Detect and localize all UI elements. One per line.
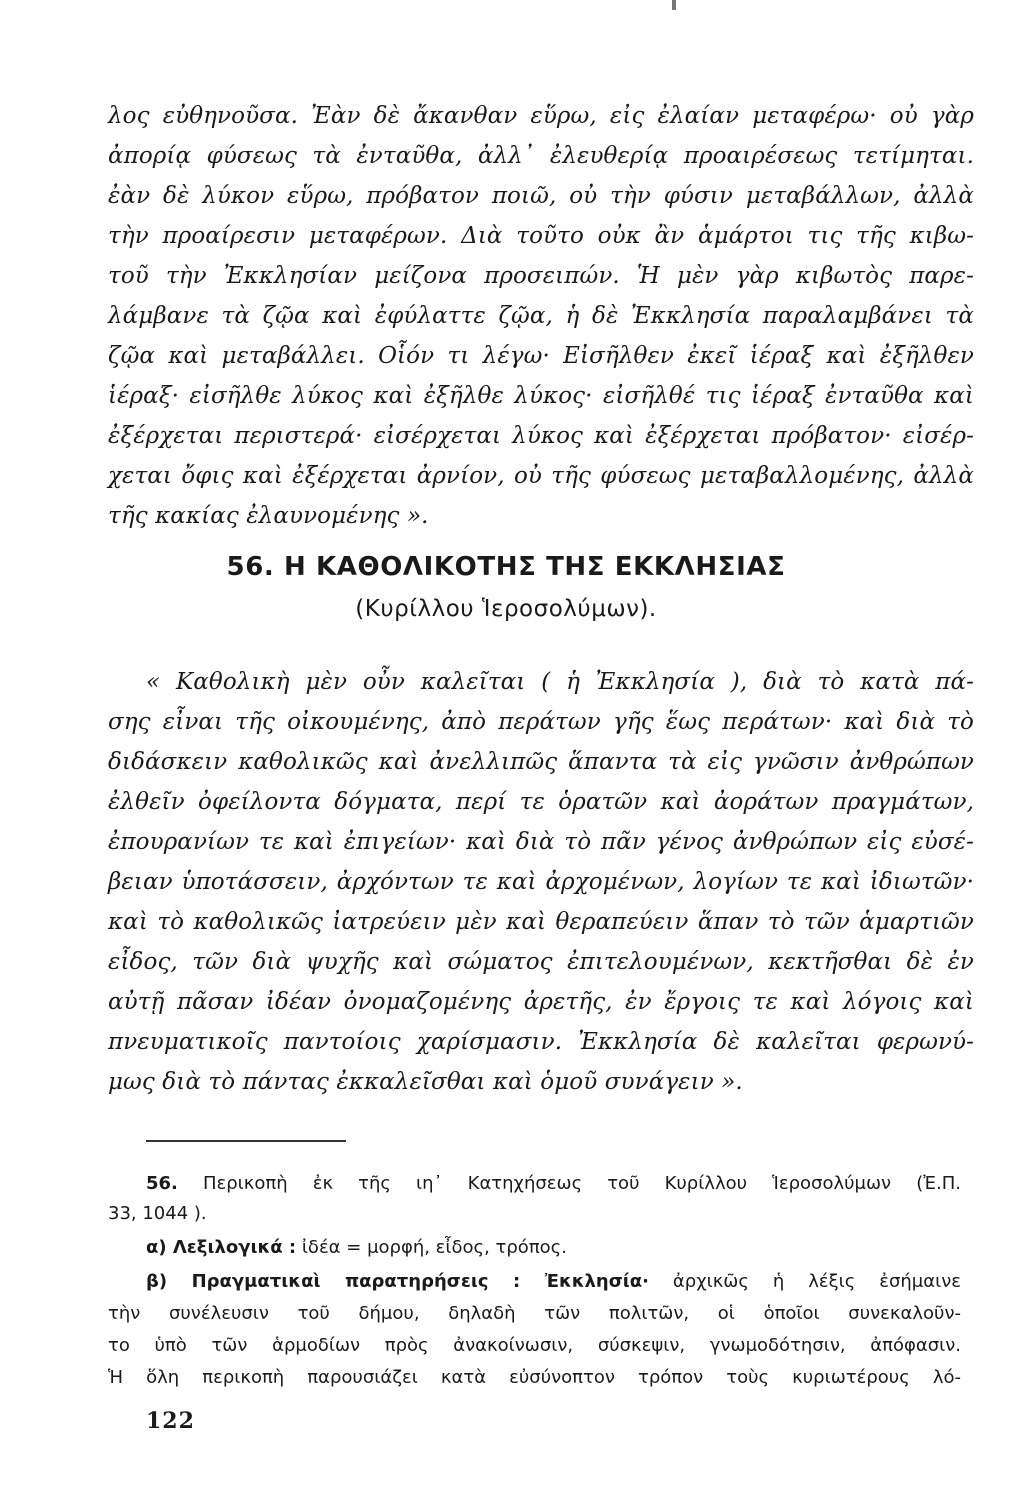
source-text: Περικοπὴ ἐκ τῆς ιη᾽ Κατηχήσεως τοῦ Κυρίλλου Ἱεροσολύμων (Ἐ.Π. <box>202 1173 961 1194</box>
passage-line: καὶ τὸ καθολικῶς ἰατρεύειν μὲν καὶ θεραπεύειν ἅπαν τὸ τῶν ἁμαρτιῶν <box>108 909 974 935</box>
passage-line: τῆς κακίας ἐλαυνομένης ». <box>108 503 429 529</box>
page-number: 122 <box>146 1408 195 1434</box>
lexical-note <box>146 1232 961 1264</box>
passage-line: ἐλθεῖν ὀφείλοντα δόγματα, περί τε ὁρατῶν καὶ ἀοράτων πραγμάτων, <box>108 789 974 815</box>
section-subheading: (Κυρίλλου Ἱεροσολύμων). <box>355 596 657 622</box>
passage-line: πνευματικοῖς παντοίοις χαρίσμασιν. Ἐκκλησία δὲ καλεῖται φερωνύ- <box>108 1029 974 1055</box>
page-edge-mark <box>672 0 676 10</box>
passage-line: ἱέραξ· εἰσῆλθε λύκος καὶ ἐξῆλθε λύκος· εἰσῆλθέ τις ἱέραξ ἐνταῦθα καὶ <box>108 383 974 409</box>
factual-note-cont: Ἡ ὅλη περικοπὴ παρουσιάζει κατὰ εὐσύνοπτον τρόπον τοὺς κυριωτέρους λό- <box>108 1367 961 1388</box>
source-note <box>146 1168 961 1200</box>
passage-line: τοῦ τὴν Ἐκκλησίαν μείζονα προσειπών. Ἡ μὲν γὰρ κιβωτὸς παρε- <box>108 263 974 289</box>
source-note-cont: 33, 1044 ). <box>108 1203 207 1224</box>
factual-note-cont: το ὑπὸ τῶν ἁρμοδίων πρὸς ἀνακοίνωσιν, σύσκεψιν, γνωμοδότησιν, ἀπόφασιν. <box>108 1335 961 1356</box>
factual-note <box>146 1266 961 1298</box>
passage-line: αὐτῇ πᾶσαν ἰδέαν ὀνομαζομένης ἀρετῆς, ἐν ἔργοις τε καὶ λόγοις καὶ <box>108 989 974 1015</box>
passage-line: ἐὰν δὲ λύκον εὕρω, πρόβατον ποιῶ, οὐ τὴν φύσιν μεταβάλλων, ἀλλὰ <box>108 183 974 209</box>
source-label: 56. <box>146 1173 178 1194</box>
passage-line: μως διὰ τὸ πάντας ἐκκαλεῖσθαι καὶ ὁμοῦ συνάγειν ». <box>108 1069 743 1095</box>
passage-line: χεται ὄφις καὶ ἐξέρχεται ἀρνίον, οὐ τῆς φύσεως μεταβαλλομένης, ἀλλὰ <box>108 463 974 489</box>
passage-line: ζῷα καὶ μεταβάλλει. Οἷόν τι λέγω· Εἰσῆλθεν ἐκεῖ ἱέραξ καὶ ἐξῆλθεν <box>108 343 974 369</box>
lexical-text: ἰδέα = μορφή, εἶδος, τρόπος. <box>301 1237 567 1258</box>
section-heading: 56. Η ΚΑΘΟΛΙΚΟΤΗΣ ΤΗΣ ΕΚΚΛΗΣΙΑΣ <box>226 552 786 582</box>
passage-line: διδάσκειν καθολικῶς καὶ ἀνελλιπῶς ἅπαντα τὰ εἰς γνῶσιν ἀνθρώπων <box>108 749 974 775</box>
factual-text: ἀρχικῶς ἡ λέξις ἐσήμαινε <box>672 1271 961 1292</box>
passage-line: ἀπορίᾳ φύσεως τὰ ἐνταῦθα, ἀλλ᾽ ἐλευθερίᾳ προαιρέσεως τετίμηται. <box>108 143 974 169</box>
passage-line: ἐπουρανίων τε καὶ ἐπιγείων· καὶ διὰ τὸ πᾶν γένος ἀνθρώπων εἰς εὐσέ- <box>108 829 974 855</box>
passage-line: βειαν ὑποτάσσειν, ἀρχόντων τε καὶ ἀρχομένων, λογίων τε καὶ ἰδιωτῶν· <box>108 869 974 895</box>
lexical-label: α) Λεξιλογικά : <box>146 1237 297 1258</box>
factual-label: β) Πραγματικαὶ παρατηρήσεις : Ἐκκλησία· <box>146 1271 649 1292</box>
passage-line: τὴν προαίρεσιν μεταφέρων. Διὰ τοῦτο οὐκ ἂν ἁμάρτοι τις τῆς κιβω- <box>108 223 974 249</box>
footnote-rule <box>146 1140 346 1142</box>
passage-line: σης εἶναι τῆς οἰκουμένης, ἀπὸ περάτων γῆς ἕως περάτων· καὶ διὰ τὸ <box>108 709 974 735</box>
passage-line: εἶδος, τῶν διὰ ψυχῆς καὶ σώματος ἐπιτελουμένων, κεκτῆσθαι δὲ ἐν <box>108 949 974 975</box>
passage-line: « Καθολικὴ μὲν οὖν καλεῖται ( ἡ Ἐκκλησία ), διὰ τὸ κατὰ πά- <box>146 669 974 695</box>
factual-note-cont: τὴν συνέλευσιν τοῦ δήμου, δηλαδὴ τῶν πολιτῶν, οἱ ὁποῖοι συνεκαλοῦν- <box>108 1303 961 1324</box>
passage-line: ἐξέρχεται περιστερά· εἰσέρχεται λύκος καὶ ἐξέρχεται πρόβατον· εἰσέρ- <box>108 423 974 449</box>
passage-line: λος εὐθηνοῦσα. Ἐὰν δὲ ἄκανθαν εὕρω, εἰς ἐλαίαν μεταφέρω· οὐ γὰρ <box>108 103 974 129</box>
passage-line: λάμβανε τὰ ζῷα καὶ ἐφύλαττε ζῷα, ἡ δὲ Ἐκκλησία παραλαμβάνει τὰ <box>108 303 974 329</box>
